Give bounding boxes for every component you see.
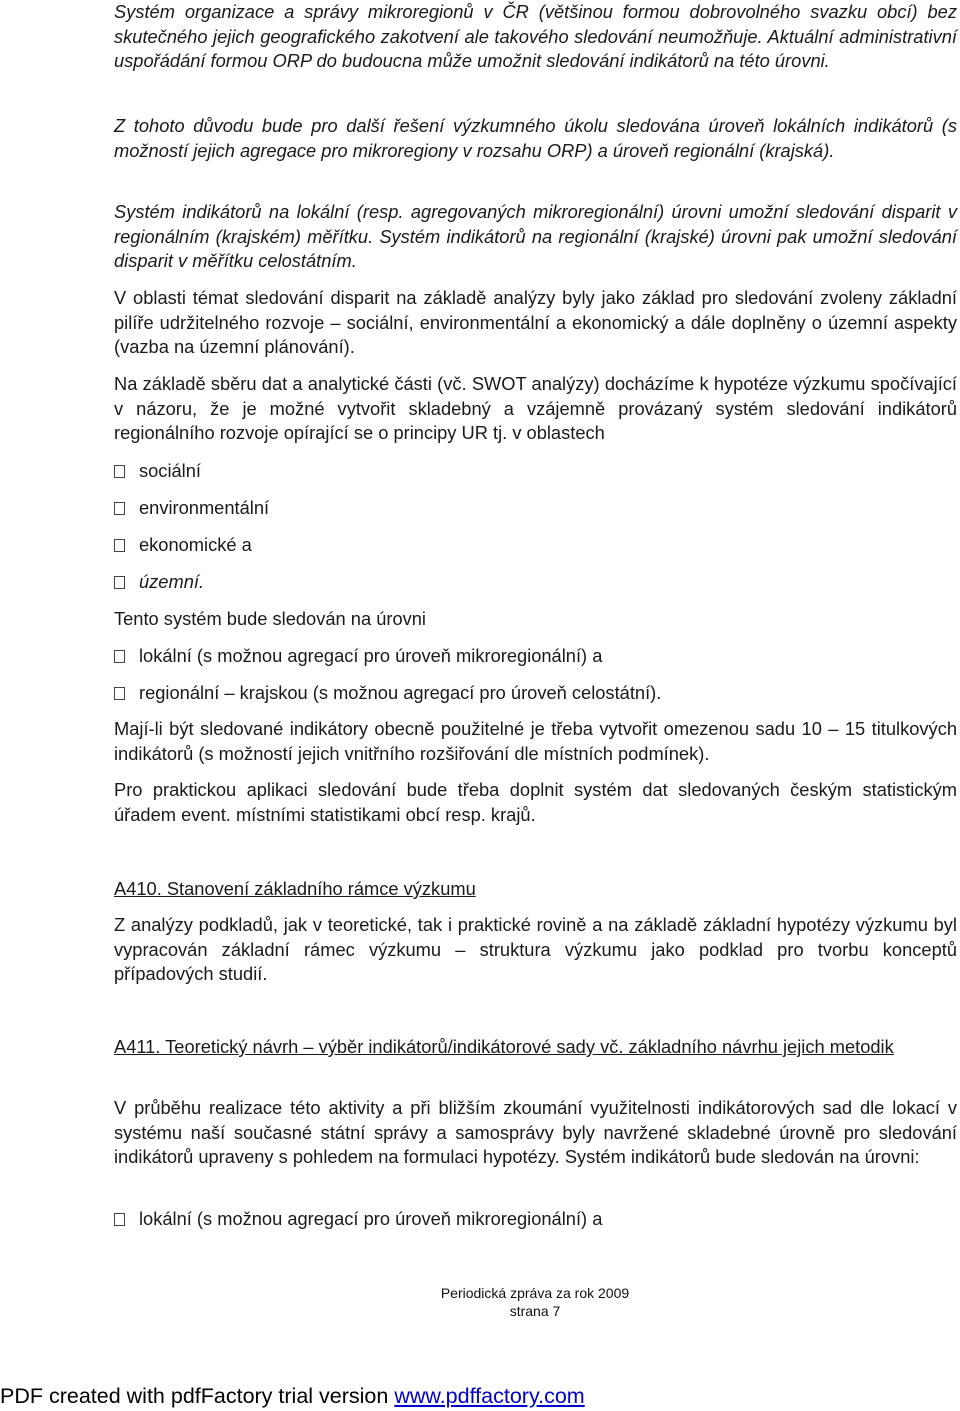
checkbox-bullet-icon: [114, 687, 125, 700]
checkbox-bullet-icon: [114, 539, 125, 552]
footer-page-number: strana 7: [509, 1303, 561, 1319]
list-item-area: sociální: [114, 459, 201, 484]
checkbox-bullet-icon: [114, 502, 125, 515]
section-a410-heading: A410. Stanovení základního rámce výzkumu: [114, 878, 476, 899]
list-item-area: územní.: [114, 570, 204, 595]
section-a411-heading: A411. Teoretický návrh – výběr indikátorů/indikátorové sady vč. základního návrhu jejich metodik: [114, 1036, 894, 1057]
paragraph-mikroregiony: Systém organizace a správy mikroregionů v ČR (většinou formou dobrovolného svazku obcí) bez skutečného jejich geografického zakotvení ale takového sledování neumožňuje. Aktuální administrativní uspořádání formou ORP do budoucna může umožnit sledování indikátorů na této úrovni.: [114, 1, 957, 71]
paragraph-temata: V oblasti témat sledování disparit na základě analýzy byly jako základ pro sledování zvoleny základní pilíře udržitelného rozvoje – sociální, environmentální a ekonomický a dále doplněny o územní aspekty (vazba na územní plánování).: [114, 287, 957, 357]
list-item-level: regionální – krajskou (s možnou agregací pro úroveň celostátní).: [114, 681, 661, 706]
checkbox-bullet-icon: [114, 1213, 125, 1226]
list-item-level: lokální (s možnou agregací pro úroveň mikroregionální) a: [114, 644, 602, 669]
checkbox-bullet-icon: [114, 576, 125, 589]
list-item-level: lokální (s možnou agregací pro úroveň mikroregionální) a: [114, 1207, 602, 1232]
pdf-banner: [0, 1382, 585, 1410]
list-item-area: ekonomické a: [114, 533, 252, 558]
paragraph-reseni: Z tohoto důvodu bude pro další řešení výzkumného úkolu sledována úroveň lokálních indikátorů (s možností jejich agregace pro mikroregiony v rozsahu ORP) a úroveň regionální (krajská).: [114, 115, 957, 161]
checkbox-bullet-icon: [114, 465, 125, 478]
checkbox-bullet-icon: [114, 650, 125, 663]
paragraph-prakticka-aplikace: Pro praktickou aplikaci sledování bude třeba doplnit systém dat sledovaných českým statistickým úřadem event. místními statistikami obcí resp. krajů.: [114, 779, 957, 825]
level-intro: Tento systém bude sledován na úrovni: [114, 608, 426, 629]
paragraph-indikatory: Mají-li být sledované indikátory obecně použitelné je třeba vytvořit omezenou sadu 10 – 15 titulkových indikátorů (s možností jejich vnitřního rozšiřování dle místních podmínek).: [114, 718, 957, 764]
list-item-area: environmentální: [114, 496, 269, 521]
footer-report: Periodická zpráva za rok 2009: [440, 1285, 630, 1301]
paragraph-system-indikatoru: Systém indikátorů na lokální (resp. agregovaných mikroregionální) úrovni umožní sledování disparit v regionálním (krajském) měřítku. Systém indikátorů na regionální (krajské) úrovni pak umožní sledování disparit v měřítku celostátním.: [114, 201, 957, 271]
section-a410-text: Z analýzy podkladů, jak v teoretické, tak i praktické rovině a na základě základní hypotézy výzkumu byl vypracován základní rámec výzkumu – struktura výzkumu jako podklad pro tvorbu konceptů případových studií.: [114, 914, 957, 984]
section-a411-text: V průběhu realizace této aktivity a při bližším zkoumání využitelnosti indikátorových sad dle lokací v systému naší současné státní správy a samosprávy byly navržené skladebné úrovně pro sledování indikátorů upraveny s pohledem na formulaci hypotézy. Systém indikátorů bude sledován na úrovni:: [114, 1097, 957, 1167]
pdffactory-link[interactable]: www.pdffactory.com: [394, 1384, 585, 1408]
paragraph-hypoteza: Na základě sběru dat a analytické části (vč. SWOT analýzy) docházíme k hypotéze výzkumu spočívající v názoru, že je možné vytvořit skladebný a vzájemně provázaný systém sledování indikátorů regionálního rozvoje opírající se o principy UR tj. v oblastech: [114, 373, 957, 443]
pdf-banner-text: PDF created with pdfFactory trial version: [0, 1384, 395, 1408]
